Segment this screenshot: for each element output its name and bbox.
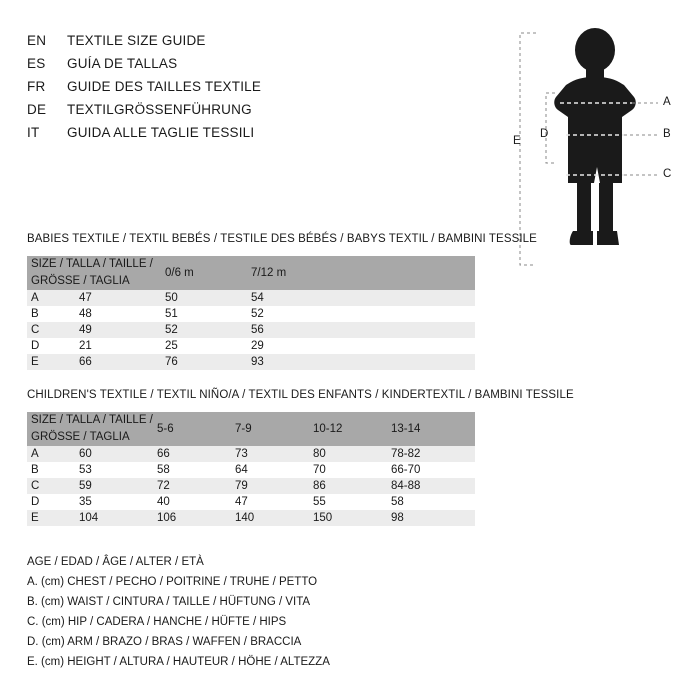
children-c-13-14: 84-88 xyxy=(391,480,421,492)
babies-d-12-24m: 29 xyxy=(251,340,264,352)
legend-row-a-chest: A. (cm) CHEST / PECHO / POITRINE / TRUHE / PETTO xyxy=(27,576,318,588)
children-section-heading: CHILDREN'S TEXTILE / TEXTIL NIÑO/A / TEXTIL DES ENFANTS / KINDERTEXTIL / BAMBINI TESSILE xyxy=(27,389,574,401)
babies-b-0-6m: 48 xyxy=(79,308,92,320)
table-row xyxy=(27,354,475,370)
measurement-legend xyxy=(27,552,587,672)
table-header-row xyxy=(27,256,475,290)
table-row xyxy=(27,494,475,510)
children-c-5-6: 72 xyxy=(157,480,170,492)
language-text-de: TEXTILGRÖSSENFÜHRUNG xyxy=(67,102,252,117)
table-row xyxy=(27,478,475,494)
babies-row-label-d: D xyxy=(31,340,40,352)
figure-label-d: D xyxy=(540,128,549,140)
babies-c-0-6m: 49 xyxy=(79,324,92,336)
babies-header-col2: 7/12 m xyxy=(251,266,287,279)
babies-a-7-12m: 50 xyxy=(165,292,178,304)
language-row-en xyxy=(27,33,447,56)
children-row-label-c: C xyxy=(31,480,40,492)
table-row xyxy=(27,306,475,322)
children-e-13-14: 98 xyxy=(391,512,404,524)
table-row xyxy=(27,322,475,338)
children-a-10-12: 80 xyxy=(313,448,326,460)
figure-label-b: B xyxy=(663,128,671,140)
legend-row-c-hip: C. (cm) HIP / CADERA / HANCHE / HÜFTE / HIPS xyxy=(27,616,287,628)
children-c-3-4: 59 xyxy=(79,480,92,492)
figure-label-c: C xyxy=(663,168,672,180)
figure-label-a: A xyxy=(663,96,671,108)
babies-a-0-6m: 47 xyxy=(79,292,92,304)
children-b-7-9: 64 xyxy=(235,464,248,476)
language-code-de: DE xyxy=(27,102,47,117)
table-row xyxy=(27,338,475,354)
figure-label-e: E xyxy=(513,135,521,147)
babies-section-heading: BABIES TEXTILE / TEXTIL BEBÉS / TESTILE DES BÉBÉS / BABYS TEXTIL / BAMBINI TESSILE xyxy=(27,233,537,245)
children-a-3-4: 60 xyxy=(79,448,92,460)
table-row xyxy=(27,462,475,478)
language-text-fr: GUIDE DES TAILLES TEXTILE xyxy=(67,79,262,94)
babies-e-7-12m: 76 xyxy=(165,356,178,368)
children-c-7-9: 79 xyxy=(235,480,248,492)
language-row-de xyxy=(27,102,447,125)
legend-row-b-waist: B. (cm) WAIST / CINTURA / TAILLE / HÜFTUNG / VITA xyxy=(27,596,311,608)
babies-row-label-e: E xyxy=(31,356,39,368)
children-a-7-9: 73 xyxy=(235,448,248,460)
table-row xyxy=(27,510,475,526)
table-row xyxy=(27,290,475,306)
children-d-10-12: 55 xyxy=(313,496,326,508)
table-row xyxy=(27,446,475,462)
language-text-es: GUÍA DE TALLAS xyxy=(67,56,178,71)
children-d-13-14: 58 xyxy=(391,496,404,508)
babies-c-12-24m: 56 xyxy=(251,324,264,336)
babies-d-7-12m: 25 xyxy=(165,340,178,352)
children-e-5-6: 106 xyxy=(157,512,177,524)
legend-row-age: AGE / EDAD / ÂGE / ALTER / ETÀ xyxy=(27,556,204,568)
language-code-es: ES xyxy=(27,56,46,71)
language-title-block xyxy=(27,33,447,148)
babies-row-label-b: B xyxy=(31,308,39,320)
language-code-it: IT xyxy=(27,125,40,140)
children-header-col3: 7-9 xyxy=(235,422,252,435)
babies-size-table xyxy=(27,256,475,370)
babies-e-12-24m: 93 xyxy=(251,356,264,368)
child-silhouette-icon xyxy=(500,25,685,285)
children-size-table xyxy=(27,412,475,526)
language-row-es xyxy=(27,56,447,79)
babies-row-label-c: C xyxy=(31,324,40,336)
children-row-label-b: B xyxy=(31,464,39,476)
children-row-label-d: D xyxy=(31,496,40,508)
children-header-col2: 5-6 xyxy=(157,422,174,435)
babies-b-12-24m: 52 xyxy=(251,308,264,320)
children-header-size: SIZE / TALLA / TAILLE / GRÖSSE / TAGLIA xyxy=(31,414,153,443)
language-code-en: EN xyxy=(27,33,47,48)
babies-b-7-12m: 51 xyxy=(165,308,178,320)
children-e-10-12: 150 xyxy=(313,512,333,524)
children-row-label-a: A xyxy=(31,448,39,460)
language-row-it xyxy=(27,125,447,148)
babies-header-col1: 0/6 m xyxy=(165,266,194,279)
children-d-3-4: 35 xyxy=(79,496,92,508)
children-c-10-12: 86 xyxy=(313,480,326,492)
children-d-7-9: 47 xyxy=(235,496,248,508)
legend-row-e-height: E. (cm) HEIGHT / ALTURA / HAUTEUR / HÖHE / ALTEZZA xyxy=(27,656,330,668)
children-a-13-14: 78-82 xyxy=(391,448,421,460)
babies-a-12-24m: 54 xyxy=(251,292,264,304)
table-header-row xyxy=(27,412,475,446)
legend-row-d-arm: D. (cm) ARM / BRAZO / BRAS / WAFFEN / BRACCIA xyxy=(27,636,302,648)
babies-e-0-6m: 66 xyxy=(79,356,92,368)
language-code-fr: FR xyxy=(27,79,46,94)
children-header-col5: 13-14 xyxy=(391,422,421,435)
language-text-en: TEXTILE SIZE GUIDE xyxy=(67,33,206,48)
children-b-13-14: 66-70 xyxy=(391,464,421,476)
babies-d-0-6m: 21 xyxy=(79,340,92,352)
children-b-10-12: 70 xyxy=(313,464,326,476)
children-header-col4: 10-12 xyxy=(313,422,343,435)
children-e-3-4: 104 xyxy=(79,512,99,524)
children-row-label-e: E xyxy=(31,512,39,524)
language-row-fr xyxy=(27,79,447,102)
children-b-3-4: 53 xyxy=(79,464,92,476)
children-a-5-6: 66 xyxy=(157,448,170,460)
children-e-7-9: 140 xyxy=(235,512,255,524)
language-text-it: GUIDA ALLE TAGLIE TESSILI xyxy=(67,125,255,140)
babies-row-label-a: A xyxy=(31,292,39,304)
children-d-5-6: 40 xyxy=(157,496,170,508)
children-b-5-6: 58 xyxy=(157,464,170,476)
babies-c-7-12m: 52 xyxy=(165,324,178,336)
babies-header-size: SIZE / TALLA / TAILLE / GRÖSSE / TAGLIA xyxy=(31,258,153,287)
measurement-figure xyxy=(500,25,685,285)
